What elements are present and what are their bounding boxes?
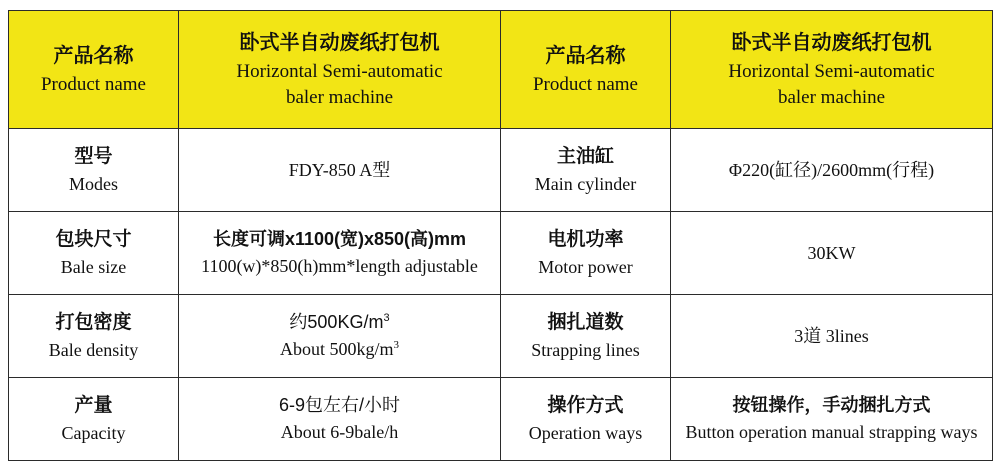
- row-label-strapping-lines: [501, 295, 671, 378]
- row-value-main-cylinder: [671, 129, 993, 212]
- row-value-strapping-lines: [671, 295, 993, 378]
- row-label-main-cylinder: [501, 129, 671, 212]
- product-specification-table: [8, 10, 993, 461]
- label-cn-operation-ways: 操作方式: [547, 394, 624, 416]
- label-en-capacity: Capacity: [61, 423, 126, 444]
- value-bale-size-en: 1100(w)*850(h)mm*length adjustable: [201, 256, 478, 277]
- table-row: [9, 378, 993, 461]
- row-value-model: [179, 129, 501, 212]
- header-value-cn-left: 卧式半自动废纸打包机: [239, 31, 440, 54]
- row-value-capacity: [179, 378, 501, 461]
- row-label-motor-power: [501, 212, 671, 295]
- row-value-bale-density: [179, 295, 501, 378]
- table-header-row: [9, 11, 993, 129]
- label-cn-model: 型号: [74, 145, 113, 167]
- value-bale-density-cn-unit: 3: [383, 312, 390, 325]
- value-bale-density-en-wrap: [185, 336, 494, 362]
- table-row: [9, 212, 993, 295]
- row-label-bale-size: [9, 212, 179, 295]
- label-en-motor-power: Motor power: [538, 257, 633, 278]
- label-cn-motor-power: 电机功率: [547, 228, 624, 250]
- header-value-cn-right: 卧式半自动废纸打包机: [731, 31, 932, 54]
- row-label-operation-ways: [501, 378, 671, 461]
- label-en-model: Modes: [69, 174, 118, 195]
- header-label-en-left: Product name: [40, 73, 146, 95]
- header-label-en-right: Product name: [532, 73, 638, 95]
- header-cell-product-value-left: [179, 11, 501, 129]
- header-cell-product-name-right: [501, 11, 671, 129]
- value-bale-density-en: About 500kg/m: [279, 339, 394, 360]
- row-value-bale-size: [179, 212, 501, 295]
- table-row: [9, 295, 993, 378]
- label-en-strapping-lines: Strapping lines: [531, 340, 640, 361]
- value-capacity-en: About 6-9bale/h: [280, 422, 399, 443]
- table-row: [9, 129, 993, 212]
- header-label-cn-right: 产品名称: [545, 44, 626, 67]
- value-bale-density-cn-wrap: [185, 309, 494, 336]
- row-label-capacity: [9, 378, 179, 461]
- header-value-en-left-line1: Horizontal Semi-automatic: [236, 60, 443, 82]
- header-cell-product-value-right: [671, 11, 993, 129]
- label-en-bale-size: Bale size: [60, 257, 127, 278]
- header-value-en-right-line2: baler machine: [777, 86, 886, 108]
- label-en-operation-ways: Operation ways: [528, 423, 643, 444]
- value-operation-ways-en: Button operation manual strapping ways: [685, 422, 978, 443]
- value-main-cylinder: Φ220(缸径)/2600mm(行程): [728, 159, 935, 180]
- label-cn-capacity: 产量: [74, 394, 113, 416]
- header-value-en-right-line1: Horizontal Semi-automatic: [728, 60, 935, 82]
- row-label-model: [9, 129, 179, 212]
- row-value-operation-ways: [671, 378, 993, 461]
- label-cn-bale-density: 打包密度: [55, 311, 132, 333]
- header-label-cn-left: 产品名称: [53, 44, 134, 67]
- value-model: FDY-850 A型: [288, 159, 391, 180]
- header-value-en-left-line2: baler machine: [285, 86, 394, 108]
- header-cell-product-name-left: [9, 11, 179, 129]
- value-operation-ways-cn: 按钮操作，手动捆扎方式: [732, 395, 931, 416]
- value-capacity-cn: 6-9包左右/小时: [278, 395, 401, 416]
- label-cn-bale-size: 包块尺寸: [55, 228, 132, 250]
- value-strapping-lines: 3道 3lines: [794, 325, 869, 346]
- value-bale-density-en-unit: 3: [393, 339, 399, 352]
- value-bale-size-cn: 长度可调x1100(宽)x850(高)mm: [212, 229, 467, 250]
- value-bale-density-cn: 约500KG/m: [289, 312, 384, 333]
- label-en-bale-density: Bale density: [48, 340, 139, 361]
- label-cn-strapping-lines: 捆扎道数: [547, 311, 624, 333]
- label-cn-main-cylinder: 主油缸: [556, 145, 614, 167]
- row-label-bale-density: [9, 295, 179, 378]
- label-en-main-cylinder: Main cylinder: [534, 174, 637, 195]
- value-motor-power: 30KW: [807, 242, 856, 263]
- row-value-motor-power: [671, 212, 993, 295]
